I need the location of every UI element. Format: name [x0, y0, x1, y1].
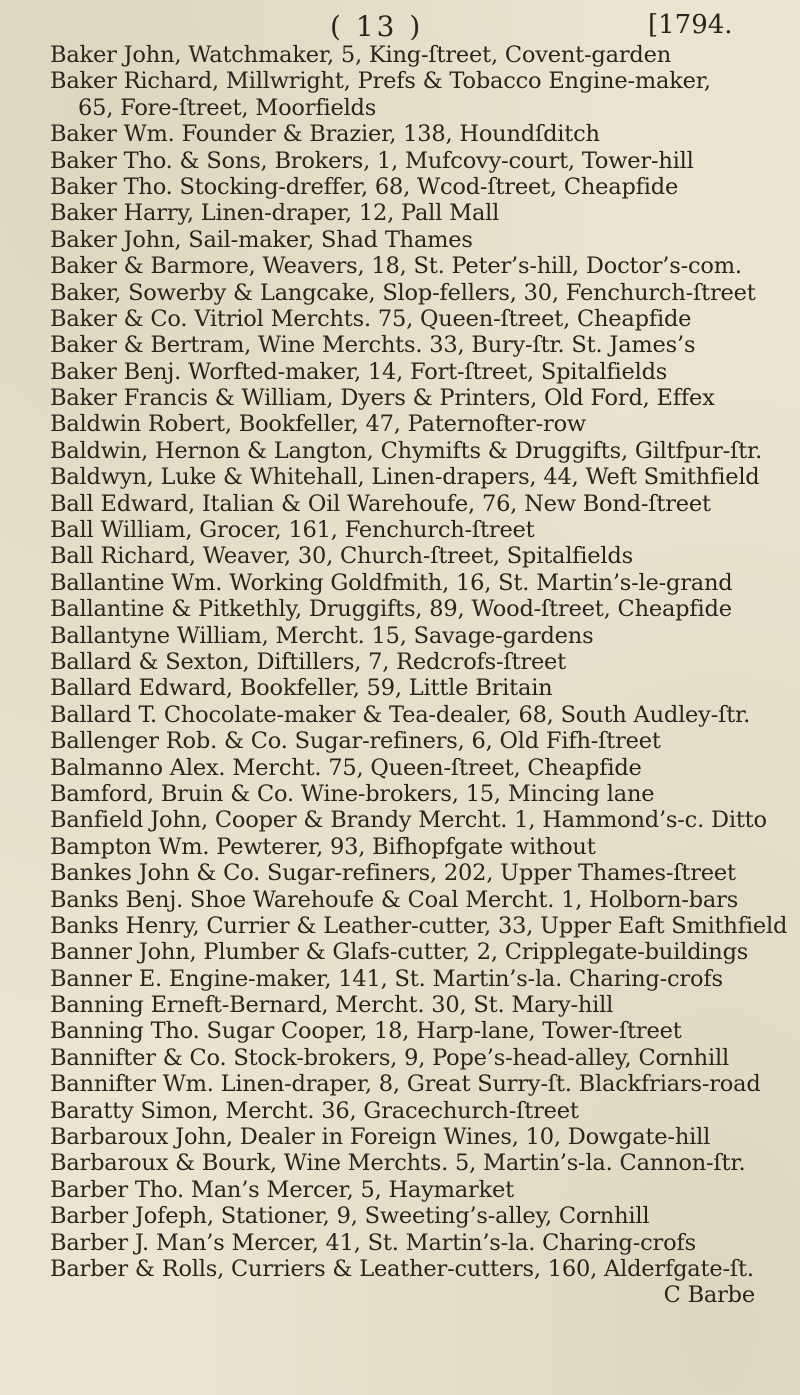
directory-entry: Baker Richard, Millwright, Prefs & Tobacco Engine-maker, — [50, 68, 711, 95]
directory-entry: Baker & Barmore, Weavers, 18, St. Peter’s-hill, Doctor’s-com. — [50, 253, 742, 280]
directory-entry: Baker Wm. Founder & Brazier, 138, Houndſditch — [50, 121, 600, 148]
directory-entry: Baldwin, Hernon & Langton, Chymifts & Druggifts, Giltfpur-ſtr. — [50, 437, 763, 464]
directory-entry: Baker, Sowerby & Langcake, Slop-fellers, 30, Fenchurch-ſtreet — [50, 279, 756, 306]
directory-entry: Ball Richard, Weaver, 30, Church-ſtreet, Spitalfields — [50, 543, 633, 570]
directory-entry: Ballantine & Pitkethly, Druggifts, 89, Wood-ſtreet, Cheapfide — [50, 596, 732, 623]
directory-entry: Bannifter & Co. Stock-brokers, 9, Pope’s-head-alley, Cornhill — [50, 1044, 729, 1071]
directory-entry: Barber J. Man’s Mercer, 41, St. Martin’s-la. Charing-crofs — [50, 1229, 696, 1256]
directory-entry: Ballard Edward, Bookfeller, 59, Little Britain — [50, 675, 553, 702]
directory-entry: Barbaroux John, Dealer in Foreign Wines, 10, Dowgate-hill — [50, 1124, 711, 1151]
directory-entry: Banning Erneft-Bernard, Mercht. 30, St. Mary-hill — [50, 992, 614, 1019]
directory-entry: Ballantyne William, Mercht. 15, Savage-gardens — [50, 622, 594, 649]
directory-entry: Baker & Bertram, Wine Merchts. 33, Bury-ſtr. St. James’s — [50, 332, 696, 359]
year-marker: [1794. — [648, 10, 733, 40]
directory-entry: Banks Benj. Shoe Warehoufe & Coal Mercht. 1, Holborn-bars — [50, 886, 739, 913]
directory-entry: Ballenger Rob. & Co. Sugar-refiners, 6, Old Fifh-ſtreet — [50, 728, 661, 755]
directory-entry: Ballard & Sexton, Diftillers, 7, Redcrofs-ſtreet — [50, 648, 567, 675]
directory-entry: 65, Fore-ſtreet, Moorfields — [78, 94, 377, 121]
directory-entry: Banning Tho. Sugar Cooper, 18, Harp-lane, Tower-ſtreet — [50, 1018, 682, 1045]
directory-entry: Bampton Wm. Pewterer, 93, Bifhopfgate without — [50, 833, 596, 860]
directory-entry: Banfield John, Cooper & Brandy Mercht. 1, Hammond’s-c. Ditto — [50, 807, 767, 834]
directory-entry: Banner E. Engine-maker, 141, St. Martin’s-la. Charing-crofs — [50, 965, 723, 992]
directory-entry: Baldwyn, Luke & Whitehall, Linen-drapers, 44, Weft Smithfield — [50, 464, 760, 491]
directory-entry: Bannifter Wm. Linen-draper, 8, Great Surry-ſt. Blackfriars-road — [50, 1071, 761, 1098]
directory-entry: Baratty Simon, Mercht. 36, Gracechurch-ſtreet — [50, 1097, 579, 1124]
directory-entry: Barber Tho. Man’s Mercer, 5, Haymarket — [50, 1176, 514, 1203]
directory-entry: Barber & Rolls, Curriers & Leather-cutters, 160, Alderfgate-ſt. — [50, 1255, 754, 1282]
directory-entry: Banks Henry, Currier & Leather-cutter, 33, Upper Eaft Smithfield — [50, 912, 788, 939]
directory-entry: Baker & Co. Vitriol Merchts. 75, Queen-ſtreet, Cheapfide — [50, 305, 692, 332]
catchword-line: C Barbe — [663, 1282, 755, 1309]
directory-entry: Banner John, Plumber & Glafs-cutter, 2, Cripplegate-buildings — [50, 939, 749, 966]
running-head — [0, 6, 800, 42]
directory-entry: Bankes John & Co. Sugar-refiners, 202, Upper Thames-ſtreet — [50, 860, 736, 887]
directory-entry: Baker John, Sail-maker, Shad Thames — [50, 226, 473, 253]
directory-entry: Barbaroux & Bourk, Wine Merchts. 5, Martin’s-la. Cannon-ſtr. — [50, 1150, 746, 1177]
directory-entry: Baker Tho. Stocking-dreffer, 68, Wcod-ſtreet, Cheapfide — [50, 173, 679, 200]
page-number: ( 13 ) — [330, 10, 424, 43]
directory-entry: Baker Francis & William, Dyers & Printers, Old Ford, Effex — [50, 385, 715, 412]
directory-entry: Ball William, Grocer, 161, Fenchurch-ſtreet — [50, 517, 535, 544]
directory-entry: Ballantine Wm. Working Goldfmith, 16, St. Martin’s-le-grand — [50, 569, 733, 596]
directory-entries — [50, 42, 795, 1309]
directory-entry: Bamford, Bruin & Co. Wine-brokers, 15, Mincing lane — [50, 780, 655, 807]
directory-entry: Baker Tho. & Sons, Brokers, 1, Mufcovy-court, Tower-hill — [50, 147, 694, 174]
directory-entry: Baker John, Watchmaker, 5, King-ſtreet, Covent-garden — [50, 42, 671, 68]
directory-entry: Baldwin Robert, Bookfeller, 47, Paternofter-row — [50, 411, 586, 438]
directory-entry: Baker Benj. Worfted-maker, 14, Fort-ſtreet, Spitalfields — [50, 358, 668, 385]
directory-entry: Ball Edward, Italian & Oil Warehoufe, 76, New Bond-ſtreet — [50, 490, 711, 517]
directory-entry: Barber Jofeph, Stationer, 9, Sweeting’s-alley, Cornhill — [50, 1203, 650, 1230]
directory-entry: Balmanno Alex. Mercht. 75, Queen-ſtreet, Cheapfide — [50, 754, 642, 781]
directory-entry: Ballard T. Chocolate-maker & Tea-dealer, 68, South Audley-ſtr. — [50, 701, 751, 728]
directory-entry: Baker Harry, Linen-draper, 12, Pall Mall — [50, 200, 500, 227]
